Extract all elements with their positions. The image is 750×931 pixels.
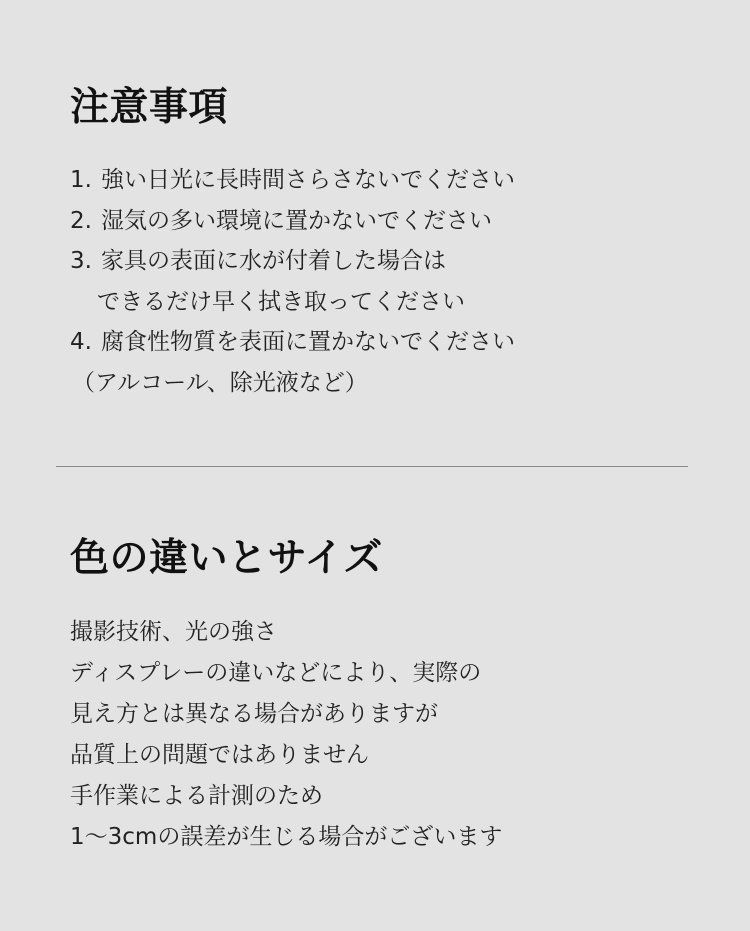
notice-item-text: 腐食性物質を表面に置かないでください [101,329,515,356]
section-divider [56,466,688,467]
body-line: 1～3cmの誤差が生じる場合がございます [70,824,503,850]
body-line: 品質上の問題ではありません [70,742,369,768]
notice-item-text: 強い日光に長時間さらさないでください [101,167,515,193]
notice-item-number: 2. [70,207,92,234]
body-line: 撮影技術、光の強さ [70,619,277,645]
notice-item-continuation: できるだけ早く拭き取ってください [97,288,465,315]
body-line: 手作業による計測のため [70,783,323,809]
notice-item-text: 湿気の多い環境に置かないでください [101,207,492,234]
notice-item [70,241,515,322]
notice-item-number: 1. [70,167,92,193]
color-size-title: 色の違いとサイズ [70,536,383,581]
notice-title: 注意事項 [70,85,229,130]
notice-item [70,322,515,403]
body-line: ディスプレーの違いなどにより、実際の [70,660,482,686]
color-size-body [70,612,502,858]
body-line: 見え方とは異なる場合がありますが [70,701,438,727]
notice-item [70,201,515,242]
notice-item-number: 3. [70,248,92,275]
notice-item-text: 家具の表面に水が付着した場合は [101,248,446,275]
notice-item-number: 4. [70,329,92,356]
notice-list [70,160,515,404]
notice-item-note: （アルコール、除光液など） [72,369,368,396]
notice-item [70,160,515,201]
